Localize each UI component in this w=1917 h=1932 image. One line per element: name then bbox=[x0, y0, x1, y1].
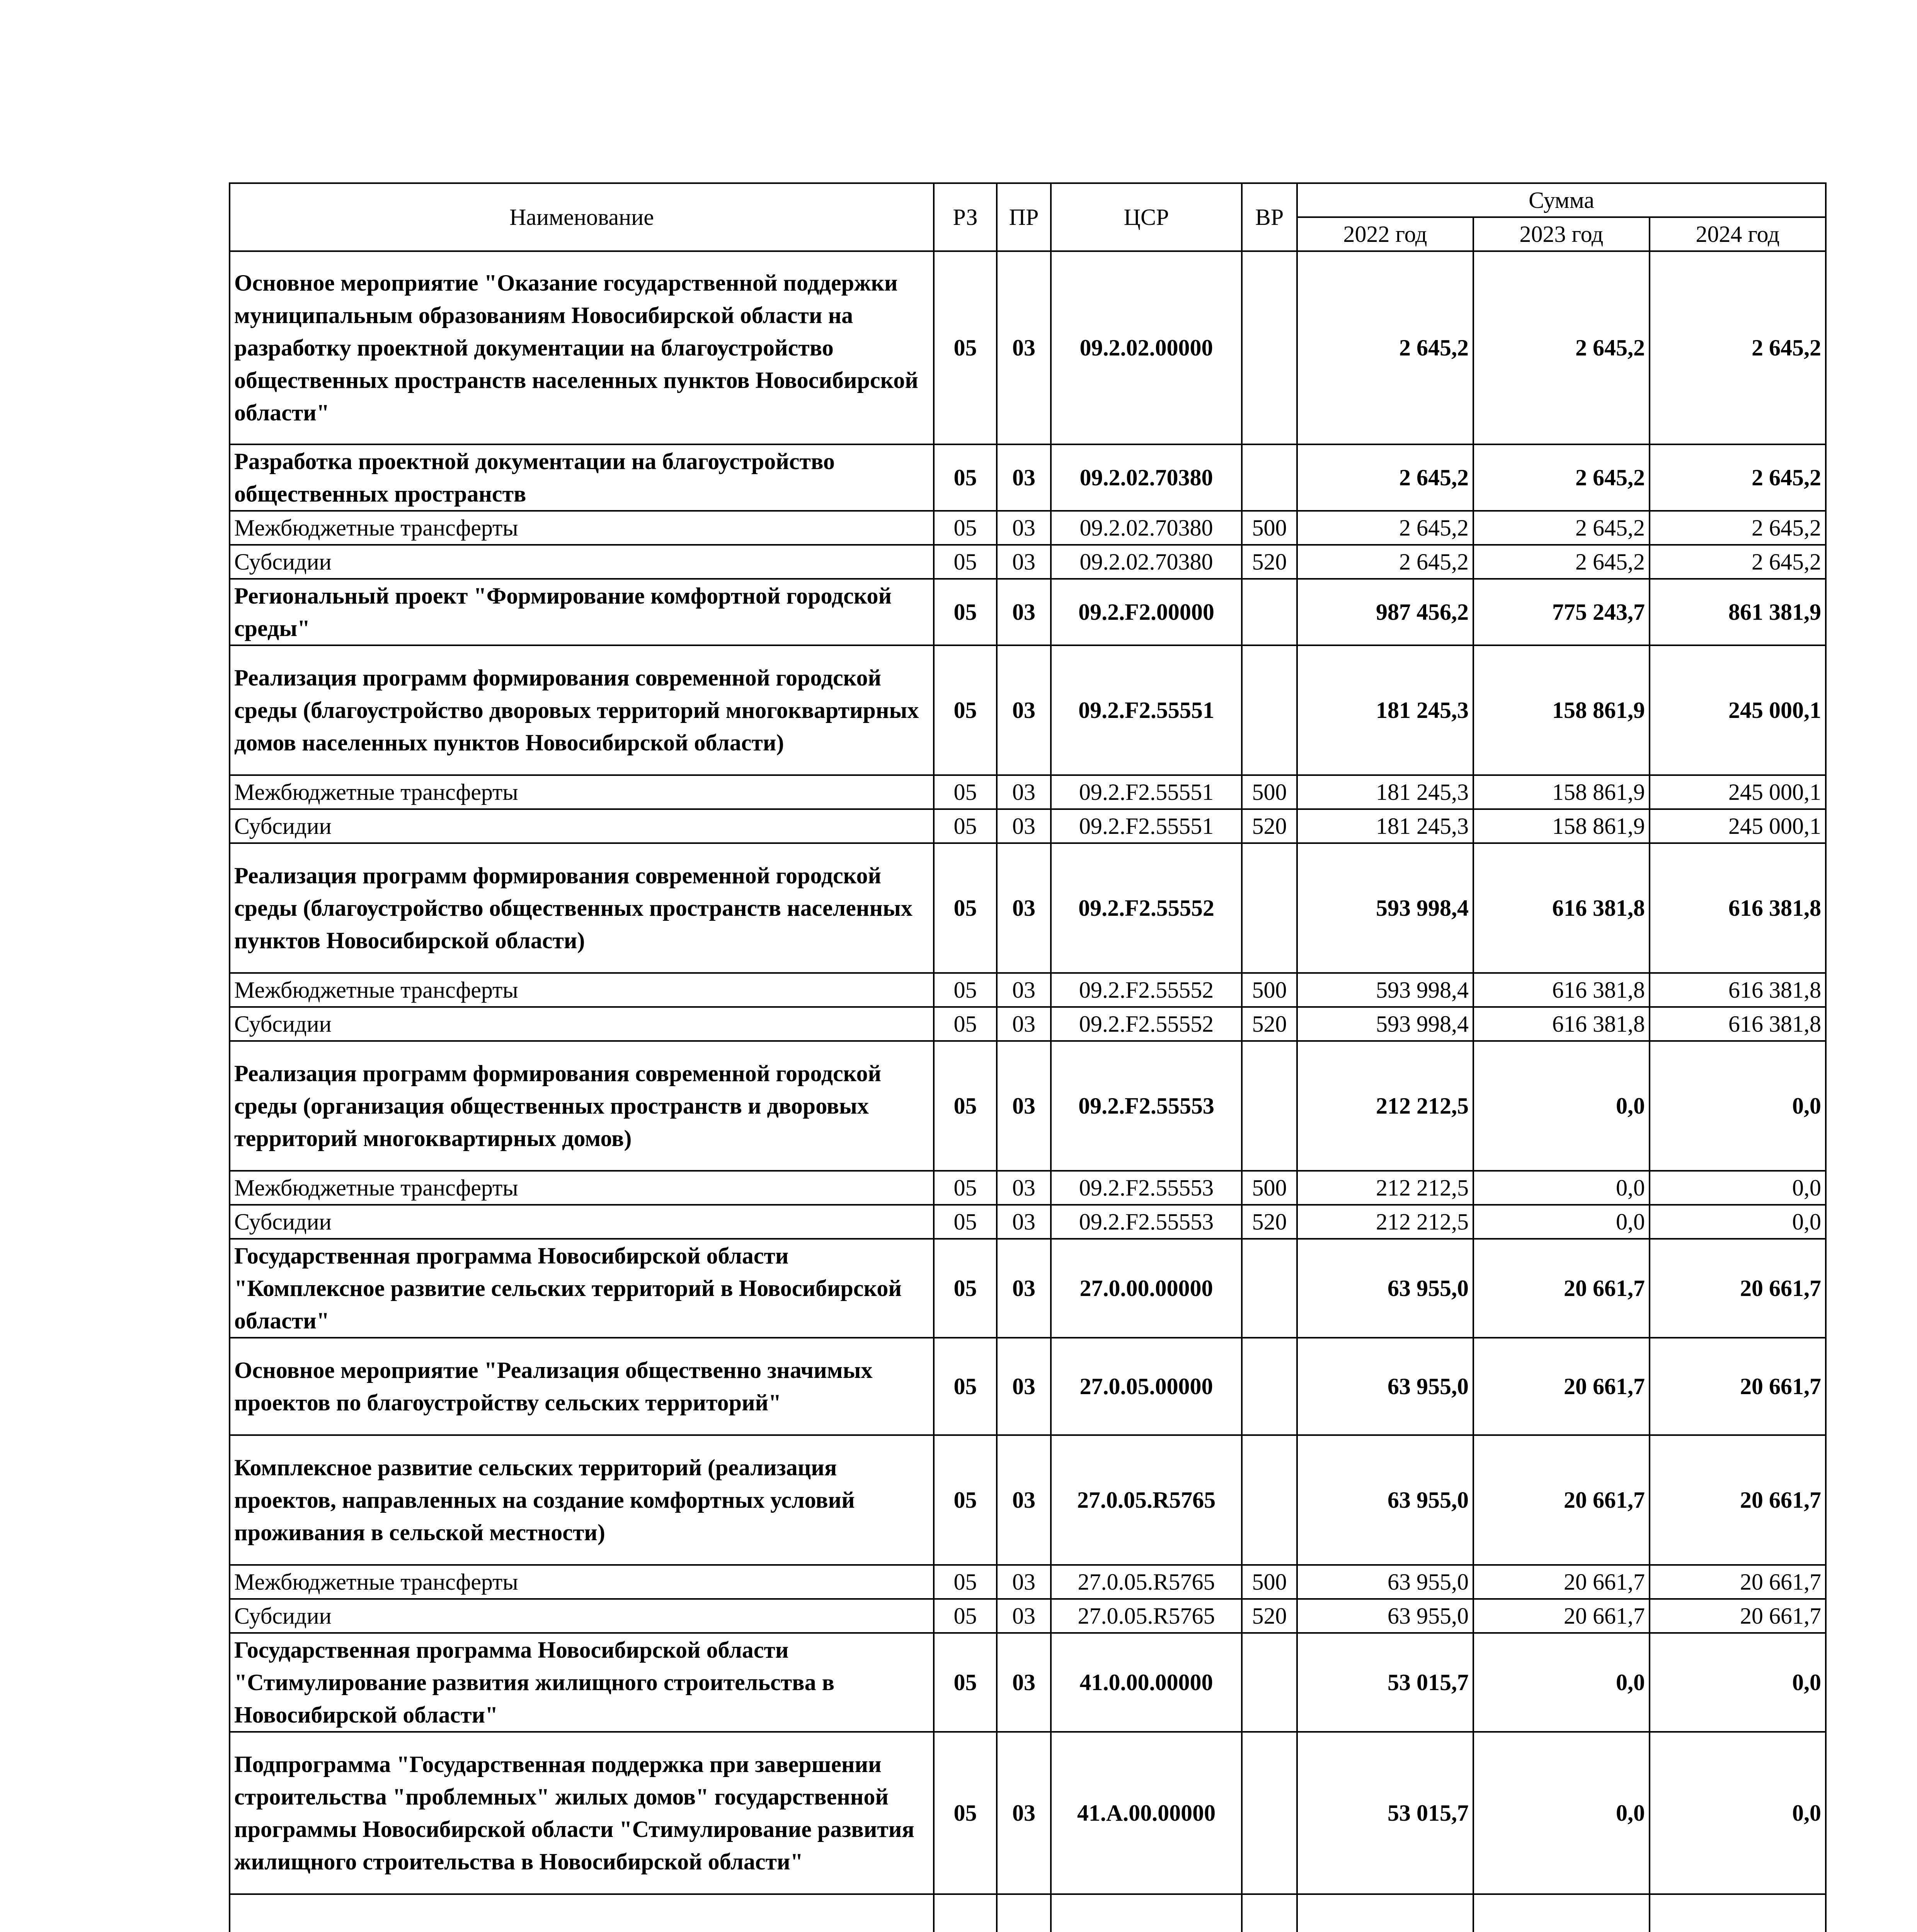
cell-vr: 500 bbox=[1242, 1565, 1297, 1599]
cell-rz: 05 bbox=[934, 1338, 997, 1435]
header-year-2022: 2022 год bbox=[1297, 217, 1473, 251]
cell-pr: 03 bbox=[997, 1338, 1051, 1435]
cell-rz: 05 bbox=[934, 1565, 997, 1599]
cell-pr: 03 bbox=[997, 1171, 1051, 1205]
cell-pr: 03 bbox=[997, 1239, 1051, 1338]
table-row bbox=[230, 1894, 1826, 1932]
cell-y2: 20 661,7 bbox=[1473, 1599, 1650, 1633]
cell-y3: 0,0 bbox=[1650, 1633, 1826, 1732]
cell-y2: 158 861,9 bbox=[1473, 809, 1650, 843]
cell-vr: 520 bbox=[1242, 1205, 1297, 1239]
cell-y1: 2 645,2 bbox=[1297, 511, 1473, 545]
header-name: Наименование bbox=[230, 183, 934, 251]
table-header bbox=[230, 183, 1826, 251]
cell-rz: 05 bbox=[934, 1435, 997, 1565]
cell-vr: 520 bbox=[1242, 1007, 1297, 1041]
cell-vr bbox=[1242, 645, 1297, 775]
table-row bbox=[230, 1171, 1826, 1205]
header-csr: ЦСР bbox=[1051, 183, 1242, 251]
cell-y2: 20 661,7 bbox=[1473, 1239, 1650, 1338]
table-row bbox=[230, 775, 1826, 809]
cell-y2: 158 861,9 bbox=[1473, 775, 1650, 809]
cell-vr bbox=[1242, 251, 1297, 444]
cell-csr: 09.2.02.00000 bbox=[1051, 251, 1242, 444]
cell-csr: 09.2.F2.55553 bbox=[1051, 1171, 1242, 1205]
cell-csr: 09.2.02.70380 bbox=[1051, 444, 1242, 511]
cell-csr: 27.0.05.R5765 bbox=[1051, 1599, 1242, 1633]
cell-y2: 0,0 bbox=[1473, 1171, 1650, 1205]
cell-vr: 520 bbox=[1242, 809, 1297, 843]
header-year-2023: 2023 год bbox=[1473, 217, 1650, 251]
cell-y1: 987 456,2 bbox=[1297, 579, 1473, 645]
cell-name: Реализация программ формирования современной городской среды (благоустройство общественных пространств населенных пунктов Новосибирской области) bbox=[230, 843, 934, 973]
cell-y3: 20 661,7 bbox=[1650, 1239, 1826, 1338]
cell-name: Реализация программ формирования современной городской среды (организация общественных пространств и дворовых территорий многоквартирных домов) bbox=[230, 1041, 934, 1171]
cell-pr: 03 bbox=[997, 545, 1051, 579]
cell-y2: 775 243,7 bbox=[1473, 579, 1650, 645]
table-body bbox=[230, 251, 1826, 1932]
cell-rz: 05 bbox=[934, 1633, 997, 1732]
cell-name: Межбюджетные трансферты bbox=[230, 775, 934, 809]
cell-name: Реализация программ формирования современной городской среды (благоустройство дворовых территорий многоквартирных домов населенных пунктов Новосибирской области) bbox=[230, 645, 934, 775]
table-row bbox=[230, 1633, 1826, 1732]
table-row bbox=[230, 251, 1826, 444]
header-vr: ВР bbox=[1242, 183, 1297, 251]
cell-name: Региональный проект "Формирование комфортной городской среды" bbox=[230, 579, 934, 645]
cell-y2: 2 645,2 bbox=[1473, 545, 1650, 579]
cell-y1: 53 015,7 bbox=[1297, 1732, 1473, 1894]
cell-y1: 53 015,7 bbox=[1297, 1633, 1473, 1732]
cell-y2: 0,0 bbox=[1473, 1041, 1650, 1171]
cell-name: Межбюджетные трансферты bbox=[230, 1565, 934, 1599]
cell-y1: 181 245,3 bbox=[1297, 645, 1473, 775]
cell-y3: 245 000,1 bbox=[1650, 645, 1826, 775]
table-row bbox=[230, 1435, 1826, 1565]
cell-name: Государственная программа Новосибирской области "Комплексное развитие сельских территорий в Новосибирской области" bbox=[230, 1239, 934, 1338]
cell-name: Субсидии bbox=[230, 1599, 934, 1633]
table-row bbox=[230, 1565, 1826, 1599]
cell-pr: 03 bbox=[997, 511, 1051, 545]
cell-y2: 158 861,9 bbox=[1473, 645, 1650, 775]
cell-pr: 03 bbox=[997, 1732, 1051, 1894]
cell-rz bbox=[934, 1894, 997, 1932]
cell-y1: 181 245,3 bbox=[1297, 775, 1473, 809]
cell-pr: 03 bbox=[997, 1633, 1051, 1732]
cell-csr: 09.2.F2.55553 bbox=[1051, 1041, 1242, 1171]
cell-rz: 05 bbox=[934, 1171, 997, 1205]
cell-y2: 0,0 bbox=[1473, 1205, 1650, 1239]
cell-y2: 0,0 bbox=[1473, 1732, 1650, 1894]
cell-y3: 0,0 bbox=[1650, 1041, 1826, 1171]
cell-y1: 212 212,5 bbox=[1297, 1041, 1473, 1171]
table-row bbox=[230, 645, 1826, 775]
cell-y3: 0,0 bbox=[1650, 1732, 1826, 1894]
cell-name: Межбюджетные трансферты bbox=[230, 1171, 934, 1205]
cell-name: Субсидии bbox=[230, 1007, 934, 1041]
table-row bbox=[230, 545, 1826, 579]
cell-y3: 616 381,8 bbox=[1650, 973, 1826, 1007]
cell-vr bbox=[1242, 1239, 1297, 1338]
cell-rz: 05 bbox=[934, 1007, 997, 1041]
cell-csr: 27.0.05.R5765 bbox=[1051, 1435, 1242, 1565]
cell-csr: 41.0.00.00000 bbox=[1051, 1633, 1242, 1732]
header-sum: Сумма bbox=[1297, 183, 1826, 217]
cell-pr: 03 bbox=[997, 1007, 1051, 1041]
cell-csr: 09.2.F2.55552 bbox=[1051, 1007, 1242, 1041]
cell-pr: 03 bbox=[997, 1565, 1051, 1599]
cell-name: Субсидии bbox=[230, 809, 934, 843]
cell-y1: 593 998,4 bbox=[1297, 1007, 1473, 1041]
cell-y3: 245 000,1 bbox=[1650, 809, 1826, 843]
cell-y3: 20 661,7 bbox=[1650, 1435, 1826, 1565]
cell-rz: 05 bbox=[934, 973, 997, 1007]
cell-rz: 05 bbox=[934, 1239, 997, 1338]
cell-rz: 05 bbox=[934, 1041, 997, 1171]
cell-vr bbox=[1242, 843, 1297, 973]
cell-y1: 63 955,0 bbox=[1297, 1565, 1473, 1599]
cell-y3: 2 645,2 bbox=[1650, 511, 1826, 545]
table-row bbox=[230, 843, 1826, 973]
cell-rz: 05 bbox=[934, 775, 997, 809]
cell-csr: 09.2.F2.55552 bbox=[1051, 973, 1242, 1007]
cell-csr: 27.0.00.00000 bbox=[1051, 1239, 1242, 1338]
cell-y1: 593 998,4 bbox=[1297, 973, 1473, 1007]
cell-vr: 500 bbox=[1242, 511, 1297, 545]
header-rz: РЗ bbox=[934, 183, 997, 251]
cell-vr: 500 bbox=[1242, 775, 1297, 809]
cell-rz: 05 bbox=[934, 1732, 997, 1894]
cell-y2: 2 645,2 bbox=[1473, 251, 1650, 444]
cell-y1: 2 645,2 bbox=[1297, 545, 1473, 579]
cell-vr: 500 bbox=[1242, 1171, 1297, 1205]
cell-name: Субсидии bbox=[230, 1205, 934, 1239]
cell-y3: 2 645,2 bbox=[1650, 251, 1826, 444]
cell-vr bbox=[1242, 579, 1297, 645]
table-row bbox=[230, 1041, 1826, 1171]
cell-name bbox=[230, 1894, 934, 1932]
cell-name: Межбюджетные трансферты bbox=[230, 973, 934, 1007]
cell-csr: 09.2.F2.55551 bbox=[1051, 645, 1242, 775]
cell-name: Подпрограмма "Государственная поддержка при завершении строительства "проблемных" жилых домов" государственной программы Новосибирской области "Стимулирование развития жилищного строительства в Новосибирской области" bbox=[230, 1732, 934, 1894]
cell-name: Государственная программа Новосибирской области "Стимулирование развития жилищного строительства в Новосибирской области" bbox=[230, 1633, 934, 1732]
cell-name: Субсидии bbox=[230, 545, 934, 579]
cell-csr: 09.2.F2.00000 bbox=[1051, 579, 1242, 645]
table-row bbox=[230, 1338, 1826, 1435]
cell-rz: 05 bbox=[934, 645, 997, 775]
cell-y2: 20 661,7 bbox=[1473, 1565, 1650, 1599]
cell-vr bbox=[1242, 1633, 1297, 1732]
cell-y3: 20 661,7 bbox=[1650, 1565, 1826, 1599]
cell-pr: 03 bbox=[997, 444, 1051, 511]
cell-pr: 03 bbox=[997, 1205, 1051, 1239]
cell-csr: 41.A.00.00000 bbox=[1051, 1732, 1242, 1894]
cell-pr: 03 bbox=[997, 843, 1051, 973]
cell-y1: 212 212,5 bbox=[1297, 1171, 1473, 1205]
cell-y1: 212 212,5 bbox=[1297, 1205, 1473, 1239]
cell-rz: 05 bbox=[934, 1599, 997, 1633]
cell-y3: 20 661,7 bbox=[1650, 1599, 1826, 1633]
cell-y1: 63 955,0 bbox=[1297, 1338, 1473, 1435]
cell-y2: 2 645,2 bbox=[1473, 444, 1650, 511]
cell-y3: 245 000,1 bbox=[1650, 775, 1826, 809]
cell-y2 bbox=[1473, 1894, 1650, 1932]
cell-name: Межбюджетные трансферты bbox=[230, 511, 934, 545]
table-row bbox=[230, 1007, 1826, 1041]
cell-pr: 03 bbox=[997, 775, 1051, 809]
cell-name: Разработка проектной документации на благоустройство общественных пространств bbox=[230, 444, 934, 511]
cell-y1: 181 245,3 bbox=[1297, 809, 1473, 843]
cell-y3: 861 381,9 bbox=[1650, 579, 1826, 645]
cell-y3: 20 661,7 bbox=[1650, 1338, 1826, 1435]
table-row bbox=[230, 579, 1826, 645]
cell-pr: 03 bbox=[997, 251, 1051, 444]
table-row bbox=[230, 809, 1826, 843]
cell-vr bbox=[1242, 1894, 1297, 1932]
cell-rz: 05 bbox=[934, 251, 997, 444]
cell-rz: 05 bbox=[934, 579, 997, 645]
cell-rz: 05 bbox=[934, 511, 997, 545]
cell-pr: 03 bbox=[997, 1599, 1051, 1633]
budget-table bbox=[229, 182, 1827, 1932]
cell-vr bbox=[1242, 1435, 1297, 1565]
cell-y1: 593 998,4 bbox=[1297, 843, 1473, 973]
cell-y2: 616 381,8 bbox=[1473, 973, 1650, 1007]
cell-pr: 03 bbox=[997, 645, 1051, 775]
cell-y1 bbox=[1297, 1894, 1473, 1932]
cell-vr: 520 bbox=[1242, 545, 1297, 579]
cell-vr bbox=[1242, 444, 1297, 511]
cell-vr bbox=[1242, 1732, 1297, 1894]
cell-y3: 616 381,8 bbox=[1650, 843, 1826, 973]
cell-y2: 0,0 bbox=[1473, 1633, 1650, 1732]
cell-pr: 03 bbox=[997, 809, 1051, 843]
cell-y1: 63 955,0 bbox=[1297, 1239, 1473, 1338]
cell-rz: 05 bbox=[934, 809, 997, 843]
cell-csr: 09.2.02.70380 bbox=[1051, 545, 1242, 579]
cell-name: Основное мероприятие "Оказание государственной поддержки муниципальным образованиям Новосибирской области на разработку проектной документации на благоустройство общественных пространств населенных пунктов Новосибирской области" bbox=[230, 251, 934, 444]
cell-y3: 2 645,2 bbox=[1650, 444, 1826, 511]
table-row bbox=[230, 444, 1826, 511]
cell-y3: 0,0 bbox=[1650, 1205, 1826, 1239]
cell-y1: 2 645,2 bbox=[1297, 444, 1473, 511]
cell-pr: 03 bbox=[997, 973, 1051, 1007]
header-pr: ПР bbox=[997, 183, 1051, 251]
cell-vr: 520 bbox=[1242, 1599, 1297, 1633]
cell-rz: 05 bbox=[934, 843, 997, 973]
cell-csr: 27.0.05.00000 bbox=[1051, 1338, 1242, 1435]
cell-rz: 05 bbox=[934, 1205, 997, 1239]
cell-csr bbox=[1051, 1894, 1242, 1932]
cell-y3: 2 645,2 bbox=[1650, 545, 1826, 579]
cell-y2: 20 661,7 bbox=[1473, 1435, 1650, 1565]
cell-vr bbox=[1242, 1338, 1297, 1435]
cell-csr: 09.2.F2.55553 bbox=[1051, 1205, 1242, 1239]
cell-y1: 2 645,2 bbox=[1297, 251, 1473, 444]
cell-pr: 03 bbox=[997, 1435, 1051, 1565]
cell-csr: 09.2.F2.55551 bbox=[1051, 775, 1242, 809]
table-row bbox=[230, 1732, 1826, 1894]
header-year-2024: 2024 год bbox=[1650, 217, 1826, 251]
cell-vr: 500 bbox=[1242, 973, 1297, 1007]
cell-y1: 63 955,0 bbox=[1297, 1435, 1473, 1565]
cell-vr bbox=[1242, 1041, 1297, 1171]
table-row bbox=[230, 1239, 1826, 1338]
cell-y2: 20 661,7 bbox=[1473, 1338, 1650, 1435]
table-row bbox=[230, 1205, 1826, 1239]
cell-y1: 63 955,0 bbox=[1297, 1599, 1473, 1633]
cell-name: Комплексное развитие сельских территорий (реализация проектов, направленных на создание комфортных условий проживания в сельской местности) bbox=[230, 1435, 934, 1565]
cell-csr: 09.2.F2.55552 bbox=[1051, 843, 1242, 973]
cell-csr: 09.2.02.70380 bbox=[1051, 511, 1242, 545]
cell-y2: 616 381,8 bbox=[1473, 843, 1650, 973]
cell-pr: 03 bbox=[997, 1041, 1051, 1171]
cell-y3: 616 381,8 bbox=[1650, 1007, 1826, 1041]
cell-rz: 05 bbox=[934, 444, 997, 511]
cell-y3: 0,0 bbox=[1650, 1171, 1826, 1205]
cell-rz: 05 bbox=[934, 545, 997, 579]
cell-name: Основное мероприятие "Реализация общественно значимых проектов по благоустройству сельских территорий" bbox=[230, 1338, 934, 1435]
table-row bbox=[230, 511, 1826, 545]
table-row bbox=[230, 1599, 1826, 1633]
cell-pr bbox=[997, 1894, 1051, 1932]
cell-csr: 09.2.F2.55551 bbox=[1051, 809, 1242, 843]
cell-y3 bbox=[1650, 1894, 1826, 1932]
table-row bbox=[230, 973, 1826, 1007]
cell-csr: 27.0.05.R5765 bbox=[1051, 1565, 1242, 1599]
cell-y2: 2 645,2 bbox=[1473, 511, 1650, 545]
cell-pr: 03 bbox=[997, 579, 1051, 645]
cell-y2: 616 381,8 bbox=[1473, 1007, 1650, 1041]
